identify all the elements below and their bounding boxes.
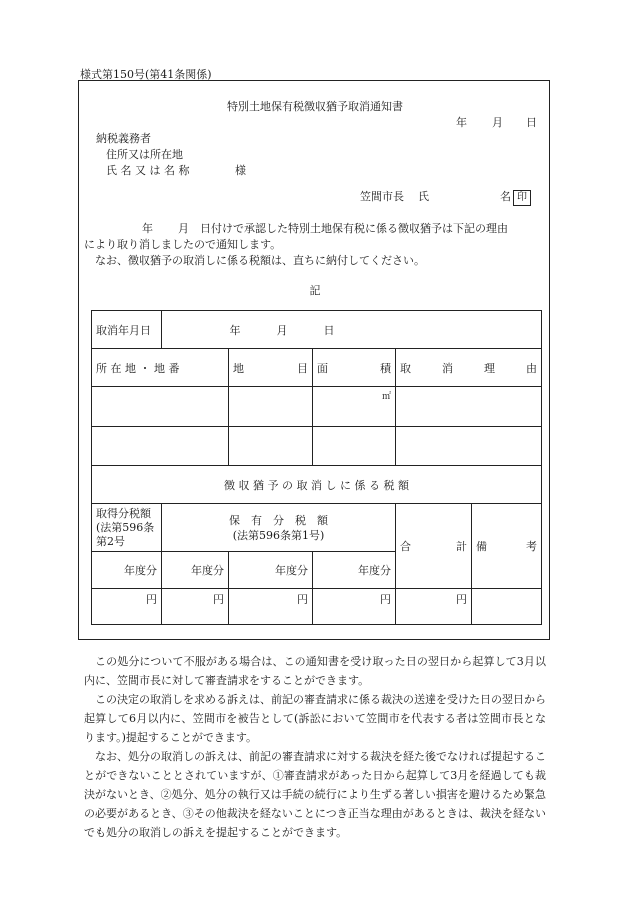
tax-section-heading: 徴 収 猶 予 の 取 消 し に 係 る 税 額 — [92, 466, 542, 504]
detail-table — [91, 310, 542, 625]
cancel-date-year: 年 — [229, 323, 241, 337]
seal-stamp: 印 — [513, 190, 531, 206]
issuer-name-b: 名 印 — [500, 188, 531, 206]
location-cell-2 — [92, 427, 229, 466]
yen-cell-1: 円 — [92, 589, 162, 625]
appeal-notes — [84, 652, 546, 842]
form-number: 様式第150号(第41条関係) — [80, 68, 212, 81]
fiscal-year-4: 年度分 — [313, 552, 396, 589]
note-paragraph: この処分について不服がある場合は、この通知書を受け取った日の翌日から起算して3月以内に、笠間市長に対して審査請求をすることができます。 — [84, 655, 546, 687]
holding-tax-header: 保 有 分 税 額 (法第596条第1号) — [162, 504, 396, 552]
document-title: 特別土地保有税徴収猶予取消通知書 — [227, 100, 403, 113]
reason-cell-2 — [396, 427, 542, 466]
location-cell-1 — [92, 387, 229, 427]
body-month: 月 — [178, 222, 189, 235]
address-label: 住所又は所在地 — [106, 148, 183, 161]
area-cell-2 — [313, 427, 396, 466]
taxpayer-heading: 納税義務者 — [96, 132, 151, 145]
yen-cell-4: 円 — [313, 589, 396, 625]
yen-cell-2: 円 — [162, 589, 229, 625]
remarks-header: 備 考 — [472, 504, 542, 589]
location-header: 所 在 地 ・ 地 番 — [92, 349, 229, 387]
yen-cell-total: 円 — [396, 589, 472, 625]
category-cell-2 — [229, 427, 313, 466]
body-year: 年 — [142, 222, 153, 235]
fiscal-year-1: 年度分 — [92, 552, 162, 589]
date-day: 日 — [526, 116, 537, 129]
fiscal-year-2: 年度分 — [162, 552, 229, 589]
reason-header: 取 消 理 由 — [396, 349, 542, 387]
fiscal-year-3: 年度分 — [229, 552, 313, 589]
yen-cell-3: 円 — [229, 589, 313, 625]
category-header: 地 目 — [229, 349, 313, 387]
honorific: 様 — [235, 164, 246, 177]
reason-cell-1 — [396, 387, 542, 427]
date-month: 月 — [492, 116, 503, 129]
body-line3: なお、徴収猶予の取消しに係る税額は、直ちに納付してください。 — [95, 254, 425, 267]
cancel-date-label: 取消年月日 — [92, 311, 162, 349]
note-paragraph: この決定の取消しを求める訴えは、前記の審査請求に係る裁決の送達を受けた日の翌日から起算して6月以内に、笠間市を被告として(訴訟において笠間市を代表する者は笠間市長となります。)提起することができます。 — [84, 693, 546, 744]
area-header: 面 積 — [313, 349, 396, 387]
issuer-title: 笠間市長 — [360, 190, 404, 203]
category-cell-1 — [229, 387, 313, 427]
acquisition-tax-header: 取得分税額 (法第596条 第2号 — [92, 504, 162, 552]
name-label: 氏 名 又 は 名 称 — [106, 164, 190, 177]
cancel-date-month: 月 — [276, 323, 288, 337]
cancel-date-day: 日 — [323, 323, 335, 337]
area-cell-1: ㎡ — [313, 387, 396, 427]
ki-mark: 記 — [309, 284, 321, 297]
remarks-cell — [472, 589, 542, 625]
cancel-date-value — [162, 311, 542, 349]
body-line1: 日付けで承認した特別土地保有税に係る徴収猶予は下記の理由 — [200, 222, 508, 235]
issuer-name-a: 氏 — [418, 190, 429, 203]
note-paragraph: なお、処分の取消しの訴えは、前記の審査請求に対する裁決を経た後でなければ提起することができないこととされていますが、①審査請求があった日から起算して3月を経過しても裁決がないとき、②処分、処分の執行又は手続の続行により生ずる著しい損害を避けるため緊急の必要があるとき、③その他裁決を経ないことにつき正当な理由があるときは、裁決を経ないでも処分の取消しの訴えを提起することができます。 — [84, 750, 546, 839]
date-year: 年 — [456, 116, 467, 129]
body-line2: により取り消しましたので通知します。 — [84, 238, 282, 251]
total-header: 合 計 — [396, 504, 472, 589]
